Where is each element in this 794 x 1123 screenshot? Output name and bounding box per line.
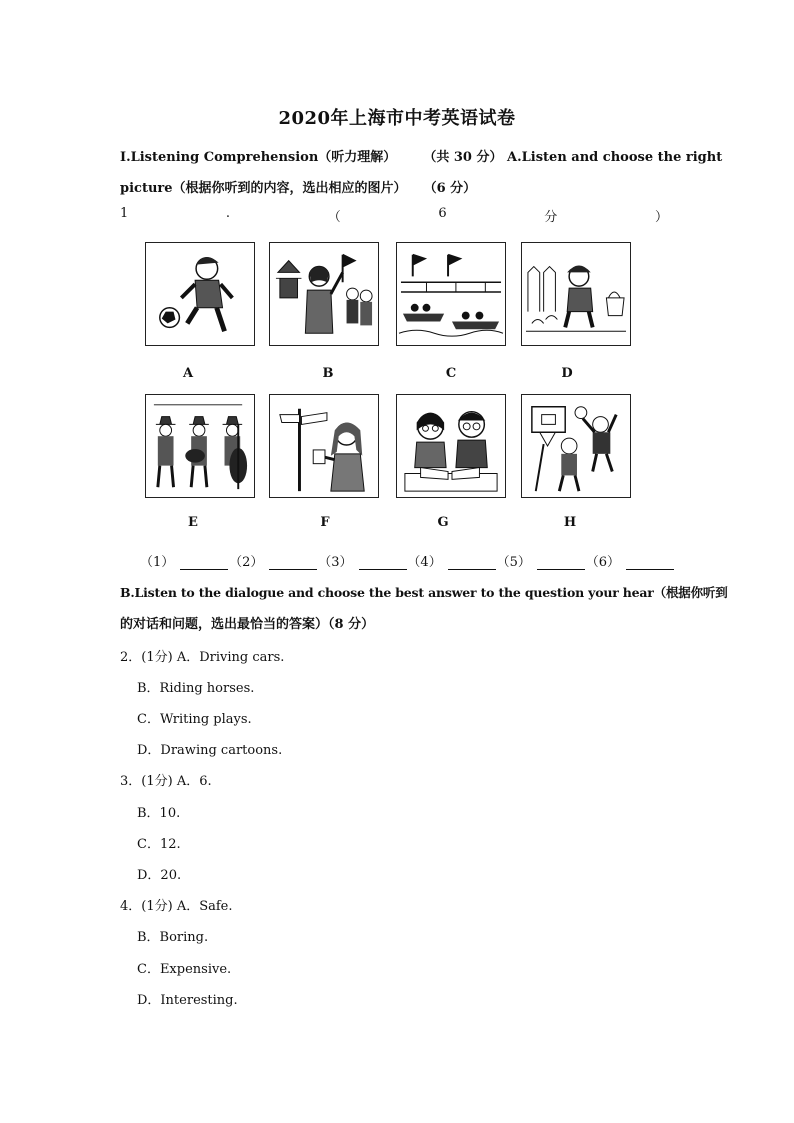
question-1-points: 6 xyxy=(438,206,447,221)
section1-heading-line1 xyxy=(120,146,722,165)
picture-label-g: G xyxy=(437,515,449,530)
answer-blank-label: （3） xyxy=(318,555,353,570)
picture-h[interactable] xyxy=(521,394,631,498)
question-2 xyxy=(120,646,284,665)
question-1-paren-close: ） xyxy=(654,210,668,225)
answer-blank-label: （6） xyxy=(585,555,620,570)
question-4-option-c[interactable]: C．Expensive. xyxy=(137,962,232,977)
section1-heading-left: Ⅰ.Listening Comprehension（听力理解） xyxy=(120,150,397,165)
section1-heading-score: （共 30 分） xyxy=(423,150,503,165)
question-4 xyxy=(120,895,233,914)
students-studying-icon xyxy=(397,395,505,497)
answer-blank-2[interactable] xyxy=(229,551,317,570)
question-3-option-a[interactable]: A．6. xyxy=(176,774,212,789)
soccer-player-icon xyxy=(146,243,254,345)
question-2-prefix: 2．(1分) xyxy=(120,650,177,665)
question-2-option-c[interactable]: C．Writing plays. xyxy=(137,712,252,727)
answer-blank-label: （4） xyxy=(407,555,442,570)
section1-heading-right: A.Listen and choose the right xyxy=(507,150,723,165)
question-2-option-b[interactable]: B．Riding horses. xyxy=(137,681,255,696)
question-4-option-b[interactable]: B．Boring. xyxy=(137,930,209,945)
picture-b[interactable] xyxy=(269,242,379,346)
answer-blank-1[interactable] xyxy=(140,551,228,570)
picture-c[interactable] xyxy=(396,242,506,346)
picture-label-d: D xyxy=(561,366,573,381)
picture-e[interactable] xyxy=(145,394,255,498)
question-1-paren-open: （ xyxy=(327,210,341,225)
answer-blank-5[interactable] xyxy=(497,551,585,570)
question-3-option-c[interactable]: C．12. xyxy=(137,837,181,852)
question-1-dot: . xyxy=(225,206,231,221)
picture-label-c: C xyxy=(445,366,457,381)
answer-blank-label: （5） xyxy=(496,555,531,570)
answer-blanks xyxy=(140,551,674,570)
picture-label-f: F xyxy=(320,515,330,530)
question-3-prefix: 3．(1分) xyxy=(120,774,177,789)
gardening-icon xyxy=(522,243,630,345)
tour-guide-icon xyxy=(270,243,378,345)
page-title: 2020年上海市中考英语试卷 xyxy=(278,108,516,129)
question-4-option-a[interactable]: A．Safe. xyxy=(176,899,233,914)
sectionb-heading-line2: 的对话和问题，选出最恰当的答案）（8 分） xyxy=(120,617,375,632)
picture-label-a: A xyxy=(182,366,194,381)
question-3-option-b[interactable]: B．10. xyxy=(137,806,181,821)
answer-blank-3[interactable] xyxy=(318,551,406,570)
band-icon xyxy=(146,395,254,497)
question-1-number: 1 xyxy=(120,206,129,221)
street-sign-icon xyxy=(270,395,378,497)
question-4-prefix: 4．(1分) xyxy=(120,899,177,914)
picture-label-h: H xyxy=(563,515,577,530)
picture-g[interactable] xyxy=(396,394,506,498)
boat-race-icon xyxy=(397,243,505,345)
answer-blank-label: （1） xyxy=(140,555,175,570)
answer-blank-4[interactable] xyxy=(407,551,495,570)
answer-blank-label: （2） xyxy=(229,555,264,570)
section1-heading-points: （6 分） xyxy=(423,181,477,196)
section1-heading-instructions: picture（根据你听到的内容，选出相应的图片） xyxy=(120,181,407,196)
section1-heading-line2 xyxy=(120,177,476,196)
question-4-option-d[interactable]: D．Interesting. xyxy=(137,993,238,1008)
sectionb-heading-line1: B.Listen to the dialogue and choose the best answer to the question your hear（根据你听到 xyxy=(120,585,728,600)
question-1-row xyxy=(120,206,668,225)
question-3-option-d[interactable]: D．20. xyxy=(137,868,182,883)
question-2-option-a[interactable]: A．Driving cars. xyxy=(176,650,285,665)
question-2-option-d[interactable]: D．Drawing cartoons. xyxy=(137,743,283,758)
basketball-icon xyxy=(522,395,630,497)
picture-f[interactable] xyxy=(269,394,379,498)
picture-label-e: E xyxy=(188,515,198,530)
picture-label-b: B xyxy=(322,366,334,381)
picture-a[interactable] xyxy=(145,242,255,346)
answer-blank-6[interactable] xyxy=(586,551,674,570)
question-1-unit: 分 xyxy=(544,210,558,225)
picture-d[interactable] xyxy=(521,242,631,346)
question-3 xyxy=(120,770,212,789)
